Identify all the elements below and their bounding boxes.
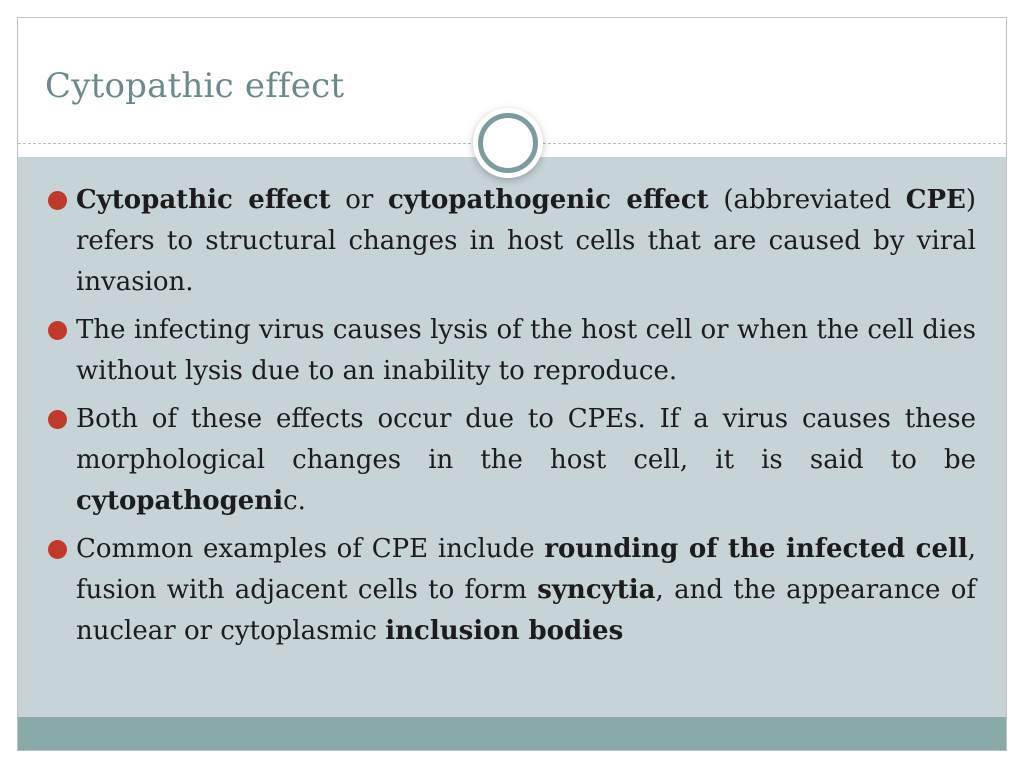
bold-term: cytopathogeni: [76, 486, 284, 516]
bullet-text: [76, 315, 976, 386]
bullet-text: [76, 185, 976, 297]
text-segment: Both of these effects occur due to CPEs. If a virus causes these morphological changes in the host cell, it is said to be: [76, 404, 976, 475]
text-segment: c.: [283, 486, 306, 516]
bold-term: cytopathogenic effect: [388, 185, 709, 215]
bullet-text: [76, 534, 976, 646]
bullet-dot-icon: [48, 540, 67, 559]
bullet-item: [48, 399, 976, 522]
bullet-text: [76, 404, 976, 516]
bullet-item: [48, 180, 976, 303]
text-segment: ) refers to structural changes in host cells that are caused by viral invasion.: [76, 185, 976, 297]
bold-term: Cytopathic effect: [76, 185, 331, 215]
text-segment: , fusion with adjacent cells to form: [76, 534, 977, 605]
bullet-item: [48, 310, 976, 392]
text-segment: or: [330, 185, 389, 215]
slide-title: Cytopathic effect: [45, 66, 345, 106]
circle-ornament-icon: [478, 113, 538, 173]
footer-bar: [18, 717, 1006, 751]
bullet-dot-icon: [48, 321, 67, 340]
bullet-item: [48, 529, 976, 652]
bold-term: inclusion bodies: [385, 616, 624, 646]
bullet-dot-icon: [48, 191, 67, 210]
text-segment: (abbreviated: [708, 185, 906, 215]
bold-term: CPE: [905, 185, 966, 215]
bold-term: syncytia: [537, 575, 656, 605]
slide: [17, 17, 1007, 751]
text-segment: Common examples of CPE include: [76, 534, 545, 564]
text-segment: The infecting virus causes lysis of the host cell or when the cell dies without lysis due to an inability to reproduce.: [76, 315, 976, 386]
bullet-dot-icon: [48, 410, 67, 429]
bold-term: rounding of the infected cell: [544, 534, 968, 564]
bullet-list: [48, 180, 976, 659]
text-segment: , and the appearance of nuclear or cytoplasmic: [76, 575, 976, 646]
